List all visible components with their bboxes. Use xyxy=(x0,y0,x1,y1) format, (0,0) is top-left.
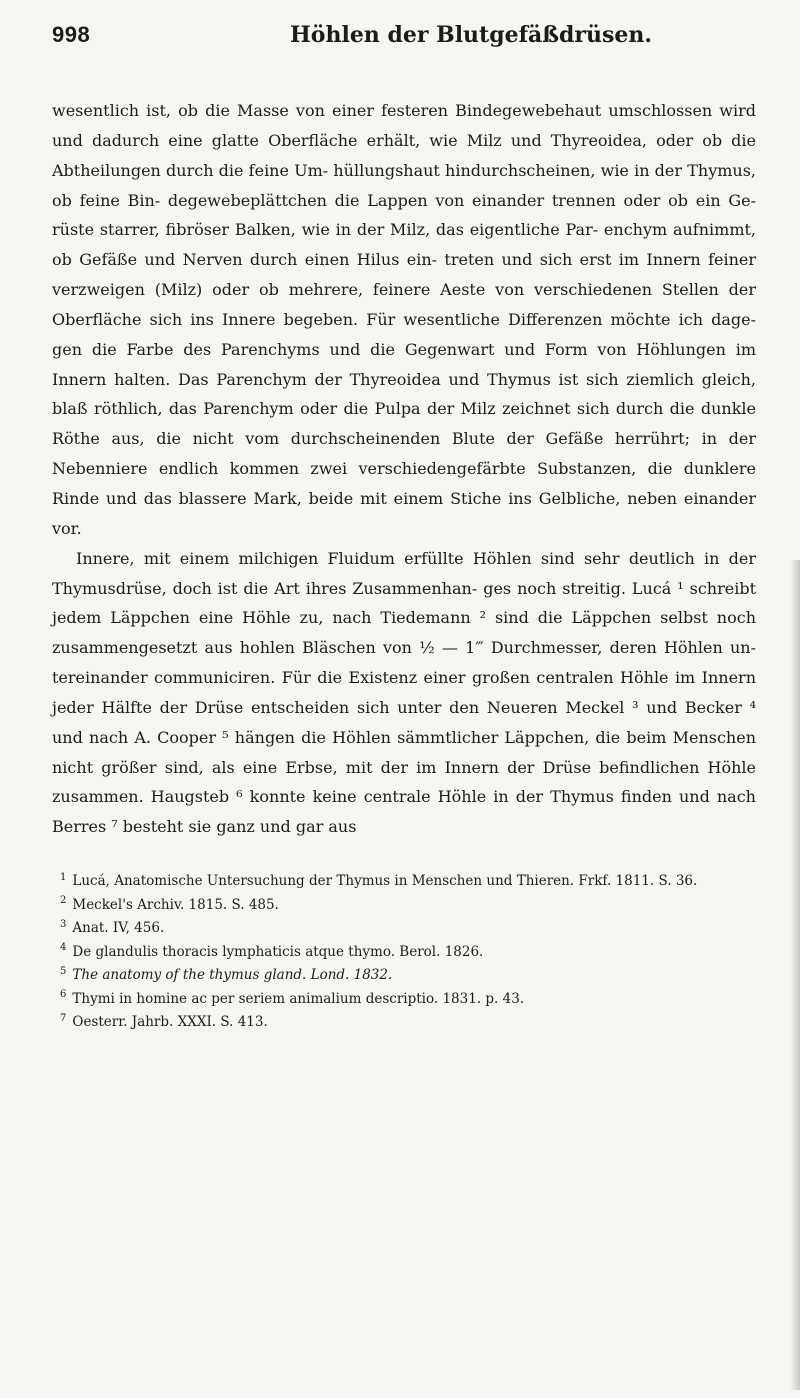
footnote-number: 7 xyxy=(60,1012,67,1024)
text-line: Nebenniere endlich kommen zwei verschiedengefärbte Substanzen, die xyxy=(52,459,684,479)
footnote-text: Oesterr. Jahrb. XXXI. S. 413. xyxy=(72,1014,268,1031)
running-title: Höhlen der Blutgefäßdrüsen. xyxy=(290,22,653,48)
text-line: treten und sich erst im Innern feiner verzweigen (Milz) oder ob xyxy=(52,250,756,300)
text-line: tereinander communiciren. Für die Existenz einer großen centralen xyxy=(52,668,621,688)
text-line: Innere, mit einem milchigen Fluidum erfüllte Höhlen sind sehr xyxy=(76,548,629,568)
footnotes xyxy=(52,870,756,1035)
text-line: sind, als eine Erbse, mit der im Innern der Drüse befindlichen xyxy=(164,757,708,777)
footnote-text: Meckel's Archiv. 1815. S. 485. xyxy=(72,896,279,913)
text-line: mehrere, feinere Aeste von verschiedenen Stellen der Oberfläche sich xyxy=(52,280,756,329)
text-line: Höhlungen im Innern halten. Das Parenchym der Thyreoidea xyxy=(52,339,756,389)
footnote-number: 4 xyxy=(60,942,67,954)
text-line: Neueren Meckel ³ und Becker ⁴ und nach A. Cooper ⁵ hängen xyxy=(52,697,756,747)
text-line: gen die Farbe des Parenchyms und die Gegenwart und Form von xyxy=(52,339,637,359)
footnote-2 xyxy=(52,894,756,918)
text-line: rüste starrer, fibröser Balken, wie in der Milz, das eigentliche Par- xyxy=(52,220,604,240)
footnote-text: The anatomy of the thymus gland. Lond. 1832. xyxy=(72,967,393,984)
footnote-text: Lucá, Anatomische Untersuchung der Thymus in Menschen und Thieren. Frkf. 1811. S. 36. xyxy=(72,873,698,890)
text-line: deutlich in der Thymusdrüse, doch ist die Art ihres Zusammenhan- xyxy=(52,548,756,598)
footnote-7 xyxy=(52,1011,756,1035)
footnote-number: 3 xyxy=(60,918,67,930)
text-line: Höhle im Innern jeder Hälfte der Drüse entscheiden sich unter den xyxy=(52,668,757,717)
text-line: ges noch streitig. Lucá ¹ schreibt jedem Läppchen eine Höhle zu, xyxy=(52,578,757,628)
footnote-text: De glandulis thoracis lymphaticis atque thymo. Berol. 1826. xyxy=(72,943,484,960)
footnote-number: 6 xyxy=(60,989,67,1001)
text-line: Milz und Thyreoidea, oder ob die Abtheilungen durch die feine Um- xyxy=(52,130,757,180)
text-line: degewebeplättchen die Lappen von einander trennen oder ob ein Ge- xyxy=(167,190,757,210)
paragraph-1 xyxy=(52,96,756,544)
text-line: die nicht vom durchscheinenden Blute der Gefäße herrührt; in der xyxy=(156,429,756,449)
text-line: und Thymus ist sich ziemlich gleich, blaß röthlich, das Parenchym xyxy=(52,369,757,419)
text-line: die Höhlen sämmtlicher Läppchen, die beim Menschen nicht größer xyxy=(52,727,756,777)
text-line: hüllungshaut hindurchscheinen, wie in der Thymus, ob feine Bin- xyxy=(52,160,757,210)
paragraph-2 xyxy=(52,544,756,842)
body-text xyxy=(52,96,756,842)
text-line: umschlossen wird und dadurch eine glatte Oberfläche erhält, wie xyxy=(52,101,757,150)
page-edge-shadow xyxy=(790,560,800,1390)
text-line: dunklere Rinde und das blassere Mark, beide mit einem Stiche ins xyxy=(52,459,756,508)
footnote-4 xyxy=(52,941,756,965)
text-line: enchym aufnimmt, ob Gefäße und Nerven durch einen Hilus ein- xyxy=(52,220,757,270)
text-line: Höhle zusammen. Haugsteb ⁶ konnte keine centrale Höhle in der xyxy=(52,757,756,807)
text-line: Thymus finden und nach Berres ⁷ besteht sie ganz und gar aus xyxy=(52,787,756,837)
page-number: 998 xyxy=(52,22,91,47)
footnote-5 xyxy=(52,964,756,988)
footnote-1 xyxy=(52,870,756,894)
text-line: Gelbliche, neben einander vor. xyxy=(52,488,756,538)
footnote-number: 2 xyxy=(60,895,67,907)
text-line: aus hohlen Bläschen von ½ — 1‴ Durchmesser, deren Höhlen un- xyxy=(204,638,756,658)
footnote-number: 5 xyxy=(60,965,67,977)
footnote-text: Anat. IV, 456. xyxy=(72,920,165,937)
text-line: wesentlich ist, ob die Masse von einer festeren Bindegewebehaut xyxy=(52,101,609,120)
footnote-number: 1 xyxy=(60,871,67,883)
footnote-3 xyxy=(52,917,756,941)
text-line: oder die Pulpa der Milz zeichnet sich durch die dunkle Röthe aus, xyxy=(52,399,756,449)
text-line: ins Innere begeben. Für wesentliche Differenzen möchte ich dage- xyxy=(190,309,757,329)
page-header xyxy=(52,22,756,64)
footnote-6 xyxy=(52,988,756,1012)
text-line: nach Tiedemann ² sind die Läppchen selbst noch zusammengesetzt xyxy=(52,608,756,658)
footnote-text: Thymi in homine ac per seriem animalium descriptio. 1831. p. 43. xyxy=(72,990,525,1007)
